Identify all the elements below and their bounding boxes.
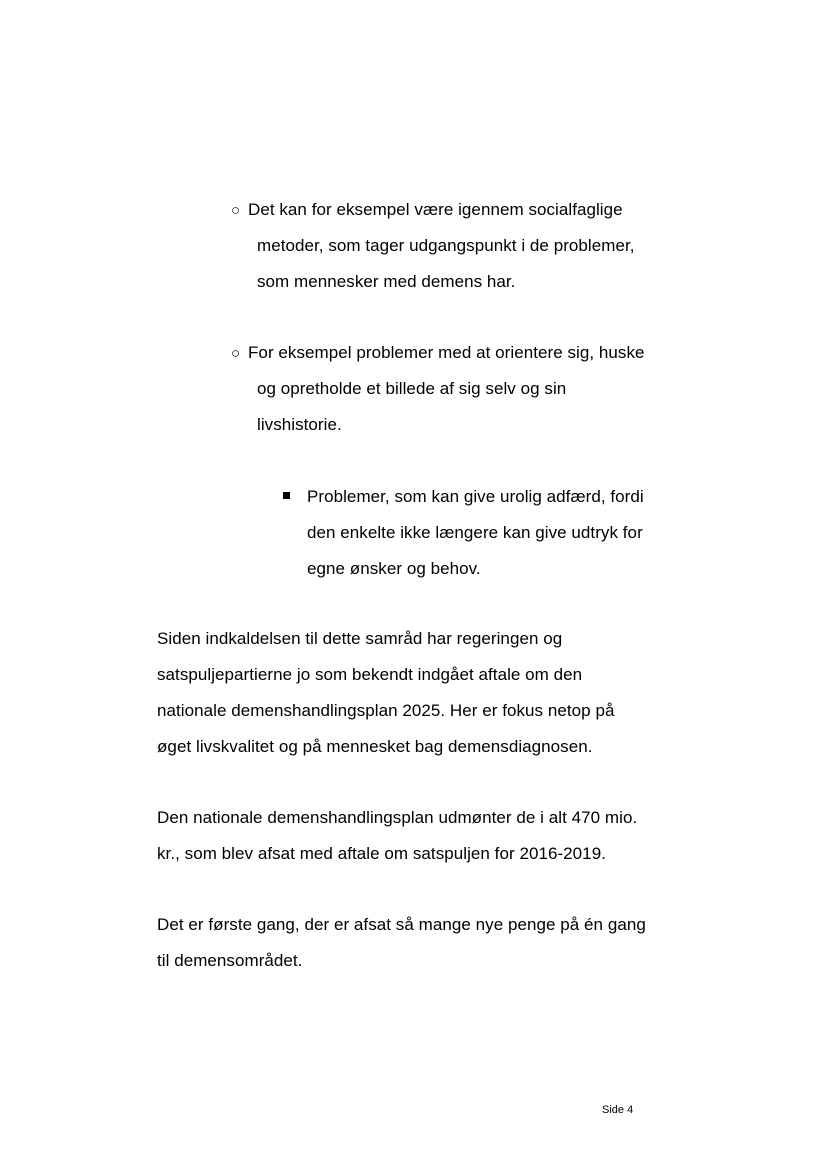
paragraph-1-line-3: nationale demenshandlingsplan 2025. Her er fokus netop på (157, 701, 615, 720)
paragraph-2-line-2: kr., som blev afsat med aftale om satspuljen for 2016-2019. (157, 844, 606, 863)
paragraph-1-line-2: satspuljepartierne jo som bekendt indgået aftale om den (157, 665, 583, 684)
page-number: Side 4 (602, 1104, 634, 1116)
bullet-1-line-3: som mennesker med demens har. (257, 272, 516, 291)
bullet-2-line-1: For eksempel problemer med at orientere sig, huske (248, 343, 645, 362)
bullet-3-line-3: egne ønsker og behov. (307, 559, 481, 578)
bullet-3-line-2: den enkelte ikke længere kan give udtryk for (307, 523, 643, 542)
circle-bullet-icon: ○ (231, 345, 241, 362)
paragraph-3-line-2: til demensområdet. (157, 951, 303, 970)
bullet-2-line-3: livshistorie. (257, 415, 342, 434)
paragraph-3-line-1: Det er første gang, der er afsat så mange nye penge på én gang (157, 915, 646, 934)
bullet-1-line-1: Det kan for eksempel være igennem socialfaglige (248, 200, 623, 219)
square-bullet-icon (283, 492, 290, 499)
paragraph-1-line-1: Siden indkaldelsen til dette samråd har regeringen og (157, 629, 563, 648)
bullet-3-line-1: Problemer, som kan give urolig adfærd, fordi (307, 487, 644, 506)
paragraph-1-line-4: øget livskvalitet og på mennesket bag demensdiagnosen. (157, 737, 593, 756)
paragraph-2-line-1: Den nationale demenshandlingsplan udmønter de i alt 470 mio. (157, 808, 638, 827)
bullet-1-line-2: metoder, som tager udgangspunkt i de problemer, (257, 236, 635, 255)
circle-bullet-icon: ○ (231, 202, 241, 219)
bullet-2-line-2: og opretholde et billede af sig selv og sin (257, 379, 567, 398)
